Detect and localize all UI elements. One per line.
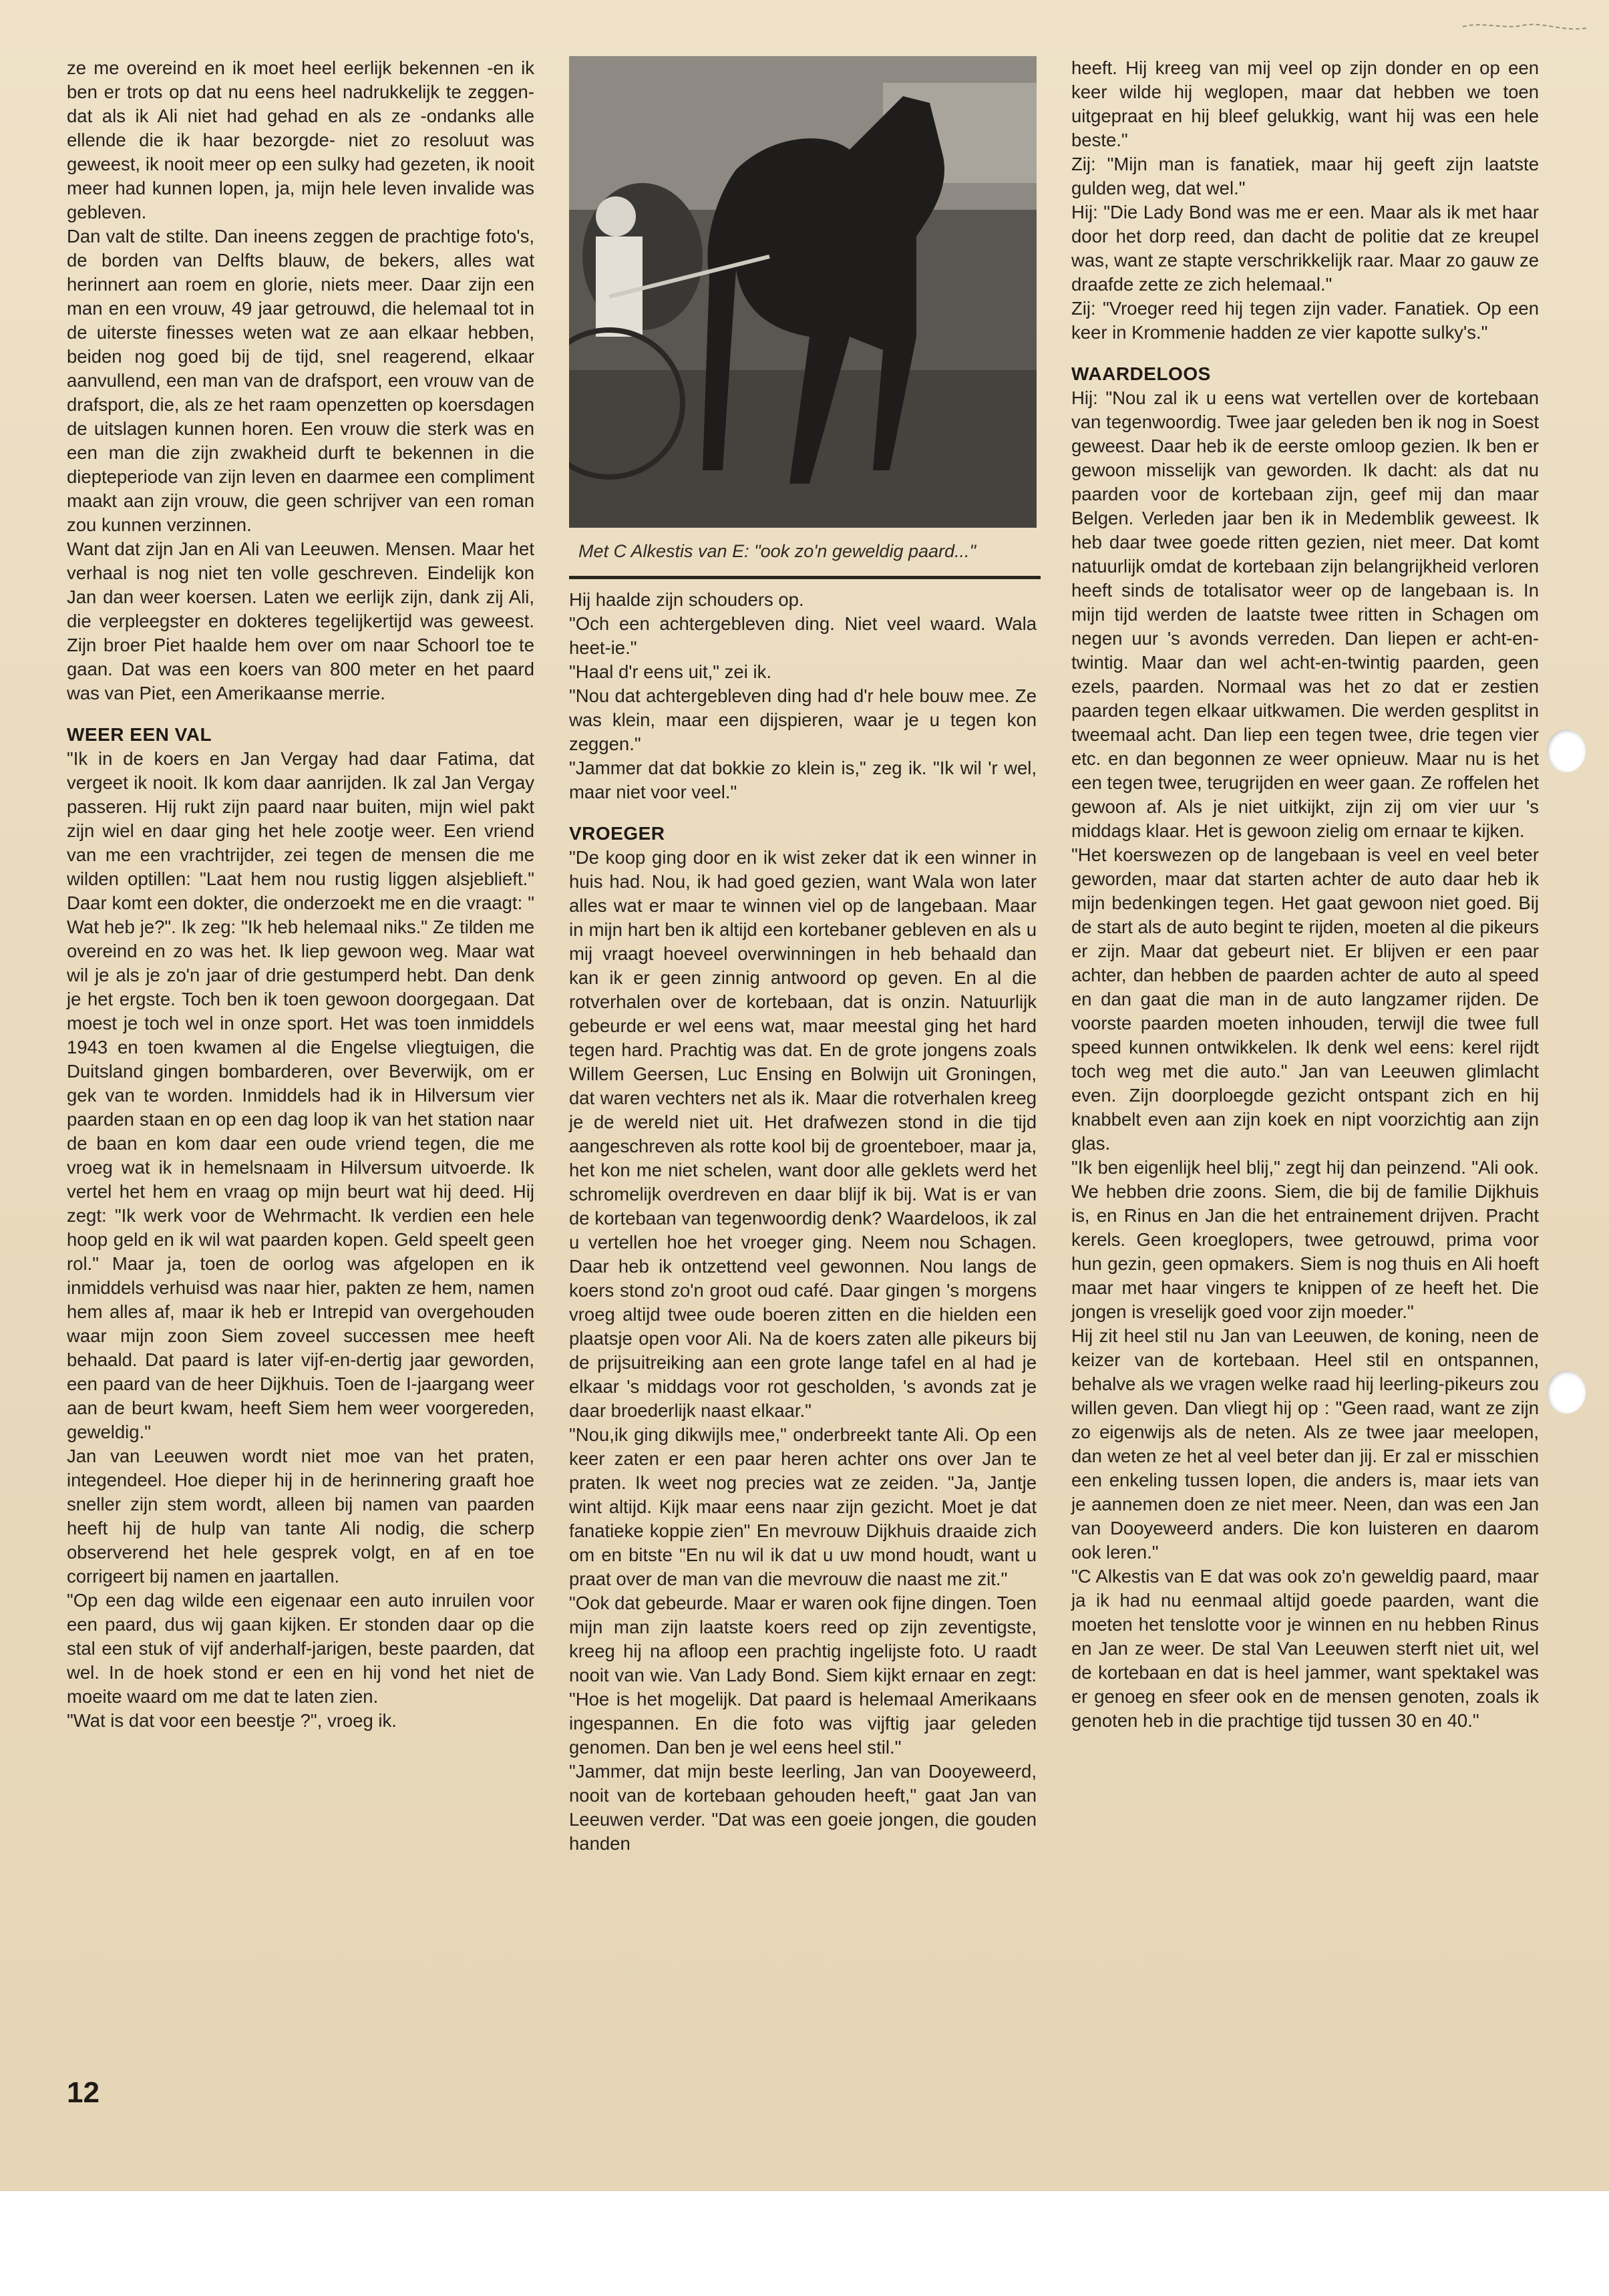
page-number: 12 [67, 2076, 100, 2109]
paragraph: Zij: "Vroeger reed hij tegen zijn vader. Fanatiek. Op een keer in Krommenie hadden ze vier kapotte sulky's." [1071, 298, 1539, 343]
photo-caption: Met C Alkestis van E: "ook zo'n geweldig paard..." [578, 541, 976, 561]
section-heading: WEER EEN VAL [67, 724, 212, 745]
paragraph: "Jammer dat dat bokkie zo klein is," zeg ik. "Ik wil 'r wel, maar niet voor veel." [569, 758, 1037, 802]
paragraph: Hij: "Nou zal ik u eens wat vertellen over de kortebaan van tegenwoordig. Twee jaar geleden ben ik nog in Soest geweest. Daar heb ik de eerste omloop gezien. Ik ben er gewoon misselijk van geworden. Ik dacht: als dat nu paarden voor de kortebaan zijn, geef mij dan maar Belgen. Verleden jaar ben ik in Medemblik geweest. Ik heb daar twee goede ritten gezien, niet meer. Dat komt natuurlijk omdat de kortebaan zijn belangrijkheid verloren heeft sinds de totalisator weer op de langebaan is. In mijn tijd werden de laatste twee ritten in Schagen om negen uur 's avonds verreden. Dan liepen er acht-en-twintig. Maar dan wel acht-en-twintig paarden, geen ezels, paarden. Normaal was het zo dat er zestien paarden tegen elkaar uitkwamen. Die werden gesplitst in tweemaal acht. Dan liep een tegen twee, drie tegen vier etc. en dan begonnen ze weer opnieuw. Maar nu is het een tegen twee, terugrijden en weer gaan. Ze roffelen het gewoon af. Als je niet uitkijkt, zijn zij om vier uur 's middags klaar. Het is gewoon zielig om ernaar te kijken. [1071, 387, 1539, 841]
pencil-mark [1456, 12, 1590, 39]
paragraph: ze me overeind en ik moet heel eerlijk bekennen -en ik ben er trots op dat nu eens heel nadrukkelijk te zeggen- dat als ik Ali niet had gehad en als ze -ondanks alle ellende die ik haar bezorgde- niet zo resoluut was geweest, ik nooit meer op een sulky had gezeten, ik nooit meer had kunnen lopen, ja, mijn hele leven invalide was gebleven. [67, 57, 534, 222]
section-heading: WAARDELOOS [1071, 363, 1211, 384]
horse-sulky-illustration [569, 56, 1037, 528]
paragraph: "Het koerswezen op de langebaan is veel en veel beter geworden, maar dat starten achter de auto daar heb ik mijn bedenkingen tegen. Het gaat gewoon niet goed. Bij de start als de auto begint te rijden, moeten al die pikeurs er zijn. Maar dat gebeurt niet. Er blijven er een paar achter, dan hebben de paarden achter de auto al speed en dan gaat die man in de auto langzamer rijden. De voorste paarden moeten inhouden, terwijl die twee full speed kunnen ontwikkelen. Ik denk wel eens: kerel rijdt toch weg met die auto." Jan van Leeuwen glimlacht even. Zijn doorploegde gezicht ontspant zich en hij knabbelt even aan zijn koek en nipt voorzichtig aan zijn glas. [1071, 844, 1539, 1154]
paragraph: "Wat is dat voor een beestje ?", vroeg ik. [67, 1710, 397, 1731]
paragraph: Jan van Leeuwen wordt niet moe van het praten, integendeel. Hoe dieper hij in de herinnering graaft hoe sneller zijn stem wordt, alleen bij namen van paarden heeft hij de hulp van tante Ali nodig, die scherp observerend het hele gesprek volgt, en af en toe corrigeert bij namen en jaartallen. [67, 1446, 534, 1587]
punch-hole [1547, 1371, 1586, 1414]
paragraph: "Ik in de koers en Jan Vergay had daar Fatima, dat vergeet ik nooit. Ik kom daar aanrijden. Ik zal Jan Vergay passeren. Hij rukt zijn paard naar buiten, mijn wiel pakt zijn wiel en daar ging het hele zootje weer. Een vriend van me een vrachtrijder, zei tegen de mensen die me wilden optillen: "Laat hem nou rustig liggen alsjeblieft." Daar komt een dokter, die onderzoekt me en die vraagt: " Wat heb je?". Ik zeg: "Ik heb helemaal niks." Ze tilden me overeind en zo was het. Ik liep gewoon weg. Maar wat wil je als je zo'n jaar of drie gestumperd hebt. Dan denk je het ergste. Toch ben ik toen gewoon doorgegaan. Dat moest je toch wel in onze sport. Het was toen inmiddels 1943 en toen kwamen al die Engelse vliegtuigen, die Duitsland gingen bombarderen, over Beverwijk, om er gek van te worden. Inmiddels had ik in Hilversum vier paarden staan en op een dag loop ik van het station naar de baan en kom daar een oude vriend tegen, die me vroeg wat ik in hemelsnaam in Hilversum uitvoerde. Ik vertel het hem en vraag op mijn beurt wat hij deed. Hij zegt: "Ik werk voor de Wehrmacht. Ik verdien een hele hoop geld en ik wil wat paarden kopen. Geld speelt geen rol." Maar ja, toen de oorlog was afgelopen en ik inmiddels verhuisd was naar hier, pakten ze hem, namen hem alles af, maar ik heb er Intrepid van overgehouden waar mijn zoon Siem zoveel successen mee heeft behaald. Dat paard is later vijf-en-dertig jaar geworden, een paard van de heer Dijkhuis. Toen de I-jaargang weer aan de beurt kwam, heeft Siem hem weer voorgereden, geweldig." [67, 748, 534, 1442]
paragraph: "Jammer, dat mijn beste leerling, Jan van Dooyeweerd, nooit van de kortebaan gehouden heeft," gaat Jan van Leeuwen verder. "Dat was een goeie jongen, die gouden handen [569, 1761, 1037, 1854]
trotting-horse-photo [569, 56, 1037, 528]
paragraph: "Nou,ik ging dikwijls mee," onderbreekt tante Ali. Op een keer zaten er een paar heren achter ons over Jan te praten. Ik weet nog precies wat ze zeiden. "Ja, Jantje wint altijd. Kijk maar eens naar zijn gezicht. Moet je dat fanatieke koppie zien" En mevrouw Dijkhuis draaide zich om en bitste "En nu wil ik dat u uw mond houdt, want u praat over de man van die mevrouw die naast me zit." [569, 1424, 1037, 1589]
paragraph: heeft. Hij kreeg van mij veel op zijn donder en op een keer wilde hij weglopen, maar dat hebben we toen uitgepraat en hij bleef gelukkig, want hij was een hele beste." [1071, 57, 1539, 150]
section-heading: VROEGER [569, 823, 665, 844]
paragraph: Hij: "Die Lady Bond was me er een. Maar als ik met haar door het dorp reed, dan dacht de politie dat ze kreupel was, want ze stapte verschrikkelijk raar. Maar zo gauw ze draafde zette ze zich helemaal." [1071, 202, 1540, 295]
paragraph: "Op een dag wilde een eigenaar een auto inruilen voor een paard, dus wij gaan kijken. Er stonden daar op die stal een stuk of vijf anderhalf-jarigen, beste paarden, dat wel. In de hoek stond er een en hij vond het niet de moeite waard om me dat te laten zien. [67, 1590, 534, 1707]
paragraph: "Nou dat achtergebleven ding had d'r hele bouw mee. Ze was klein, maar een dijspieren, waar je u tegen kon zeggen." [569, 685, 1037, 754]
column-left [67, 56, 534, 1733]
paragraph: "Ook dat gebeurde. Maar er waren ook fijne dingen. Toen mijn man zijn laatste koers reed op zijn zeventigste, kreeg hij na afloop een prachtig ingelijste foto. U raadt nooit van wie. Van Lady Bond. Siem kijkt ernaar en zegt: "Hoe is het mogelijk. Dat paard is helemaal Amerikaans ingespannen. En die foto was vijftig jaar geleden genomen. Dan ben je wel eens heel stil." [569, 1593, 1037, 1758]
paragraph: "C Alkestis van E dat was ook zo'n geweldig paard, maar ja ik had nu eenmaal altijd goede paarden, want die moeten het tenslotte voor je winnen en nu hebben Rinus en Jan ze weer. De stal Van Leeuwen sterft niet uit, wel de kortebaan en dat is heel jammer, want spektakel was er genoeg en sfeer ook en de mensen genoten, zoals ik genoten heb in die prachtige tijd tussen 30 en 40." [1071, 1566, 1539, 1731]
paragraph: "Och een achtergebleven ding. Niet veel waard. Wala heet-ie." [569, 613, 1037, 658]
column-right [1071, 56, 1539, 1733]
paragraph: Dan valt de stilte. Dan ineens zeggen de prachtige foto's, de borden van Delfts blauw, de bekers, alles wat herinnert aan roem en glorie, niets meer. Daar zijn een man en een vrouw, 49 jaar getrouwd, die helemaal tot in de uiterste finesses weten wat ze aan elkaar hebben, beiden nog goed bij de tijd, snel reagerend, elkaar aanvullend, een man van de drafsport, een vrouw van de drafsport, die, als ze het raam openzetten op koersdagen de uitslagen kunnen horen. Een vrouw die sterk was en een man die zijn zwakheid durft te bekennen in die diepteperiode van zijn leven en daarmee een compliment maakt aan zijn vrouw, die geen schrijver van een roman zou kunnen verzinnen. [67, 226, 534, 535]
caption-rule [569, 576, 1041, 579]
paragraph: Zij: "Mijn man is fanatiek, maar hij geeft zijn laatste gulden weg, dat wel." [1071, 154, 1539, 198]
paragraph: Want dat zijn Jan en Ali van Leeuwen. Mensen. Maar het verhaal is nog niet ten volle geschreven. Eindelijk kon Jan dan weer koersen. Laten we eerlijk zijn, dank zij Ali, die verpleegster en dokteres tegelijkertijd was geweest. Zijn broer Piet haalde hem over om naar Schoorl toe te gaan. Dat was een koers van 800 meter en het paard was van Piet, een Amerikaanse merrie. [67, 538, 534, 703]
paragraph: Hij zit heel stil nu Jan van Leeuwen, de koning, neen de keizer van de kortebaan. Heel stil en ontspannen, behalve als we vragen welke raad hij leerling-pikeurs zou willen geven. Dan vliegt hij op : "Geen raad, want ze zijn zo eigenwijs als de neten. Als ze twee jaar meelopen, dan weten ze het al veel beter dan jij. Er zal er misschien een enkeling tussen lopen, die anders is, maar iets van je aannemen doen ze niet meer. Neen, dan was een Jan van Dooyeweerd anders. Die kon luisteren en daarom ook leren." [1071, 1325, 1539, 1563]
paragraph: "Haal d'r eens uit," zei ik. [569, 661, 771, 682]
paragraph: "Ik ben eigenlijk heel blij," zegt hij dan peinzend. "Ali ook. We hebben drie zoons. Siem, die bij de familie Dijkhuis is, en Rinus en Jan die het entrainement drijven. Pracht kerels. Geen kroeglopers, twee getrouwd, prima voor hun gezin, geen opmakers. Siem is nog thuis en Ali hoeft maar met haar vingers te knippen of ze heeft het. Die jongen is vreselijk goed voor zijn moeder." [1071, 1157, 1539, 1322]
punch-hole [1547, 729, 1586, 772]
paragraph: "De koop ging door en ik wist zeker dat ik een winner in huis had. Nou, ik had goed gezien, want Wala won later alles wat er maar te winnen viel op de langebaan. Maar in mijn hart ben ik altijd een kortebaner gebleven en als u mij vraagt hoeveel overwinningen in heb behaald dan kan ik er geen zinnig antwoord op geven. En al die rotverhalen over de kortebaan, dat is onzin. Natuurlijk gebeurde er wel eens wat, maar meestal ging het hard tegen hard. Prachtig was dat. En de grote jongens zoals Willem Geersen, Luc Ensing en Bolwijn uit Groningen, dat waren vechters net als ik. Maar die rotverhalen kreeg je de wereld niet uit. Het drafwezen stond in die tijd aangeschreven als rotte kool bij de groenteboer, maar ja, het kon me niet schelen, want door alle geklets werd het schromelijk overdreven en daar blijf ik bij. Wat is er van de kortebaan van tegenwoordig denk? Waardeloos, ik zal u vertellen hoe het vroeger ging. Neem nou Schagen. Daar heb ik ontzettend veel gewonnen. Nou langs de koers stond zo'n groot oud café. Daar gingen 's morgens vroeg altijd twee oude boeren zitten en die hielden een plaatsje open voor Ali. Na de koers zaten alle pikeurs bij de prijsuitreiking aan een grote lange tafel en al had je elkaar 's middags voor rot gescholden, 's avonds zat je daar broederlijk naast elkaar." [569, 847, 1037, 1421]
column-middle [569, 588, 1037, 1856]
paragraph: Hij haalde zijn schouders op. [569, 589, 804, 610]
